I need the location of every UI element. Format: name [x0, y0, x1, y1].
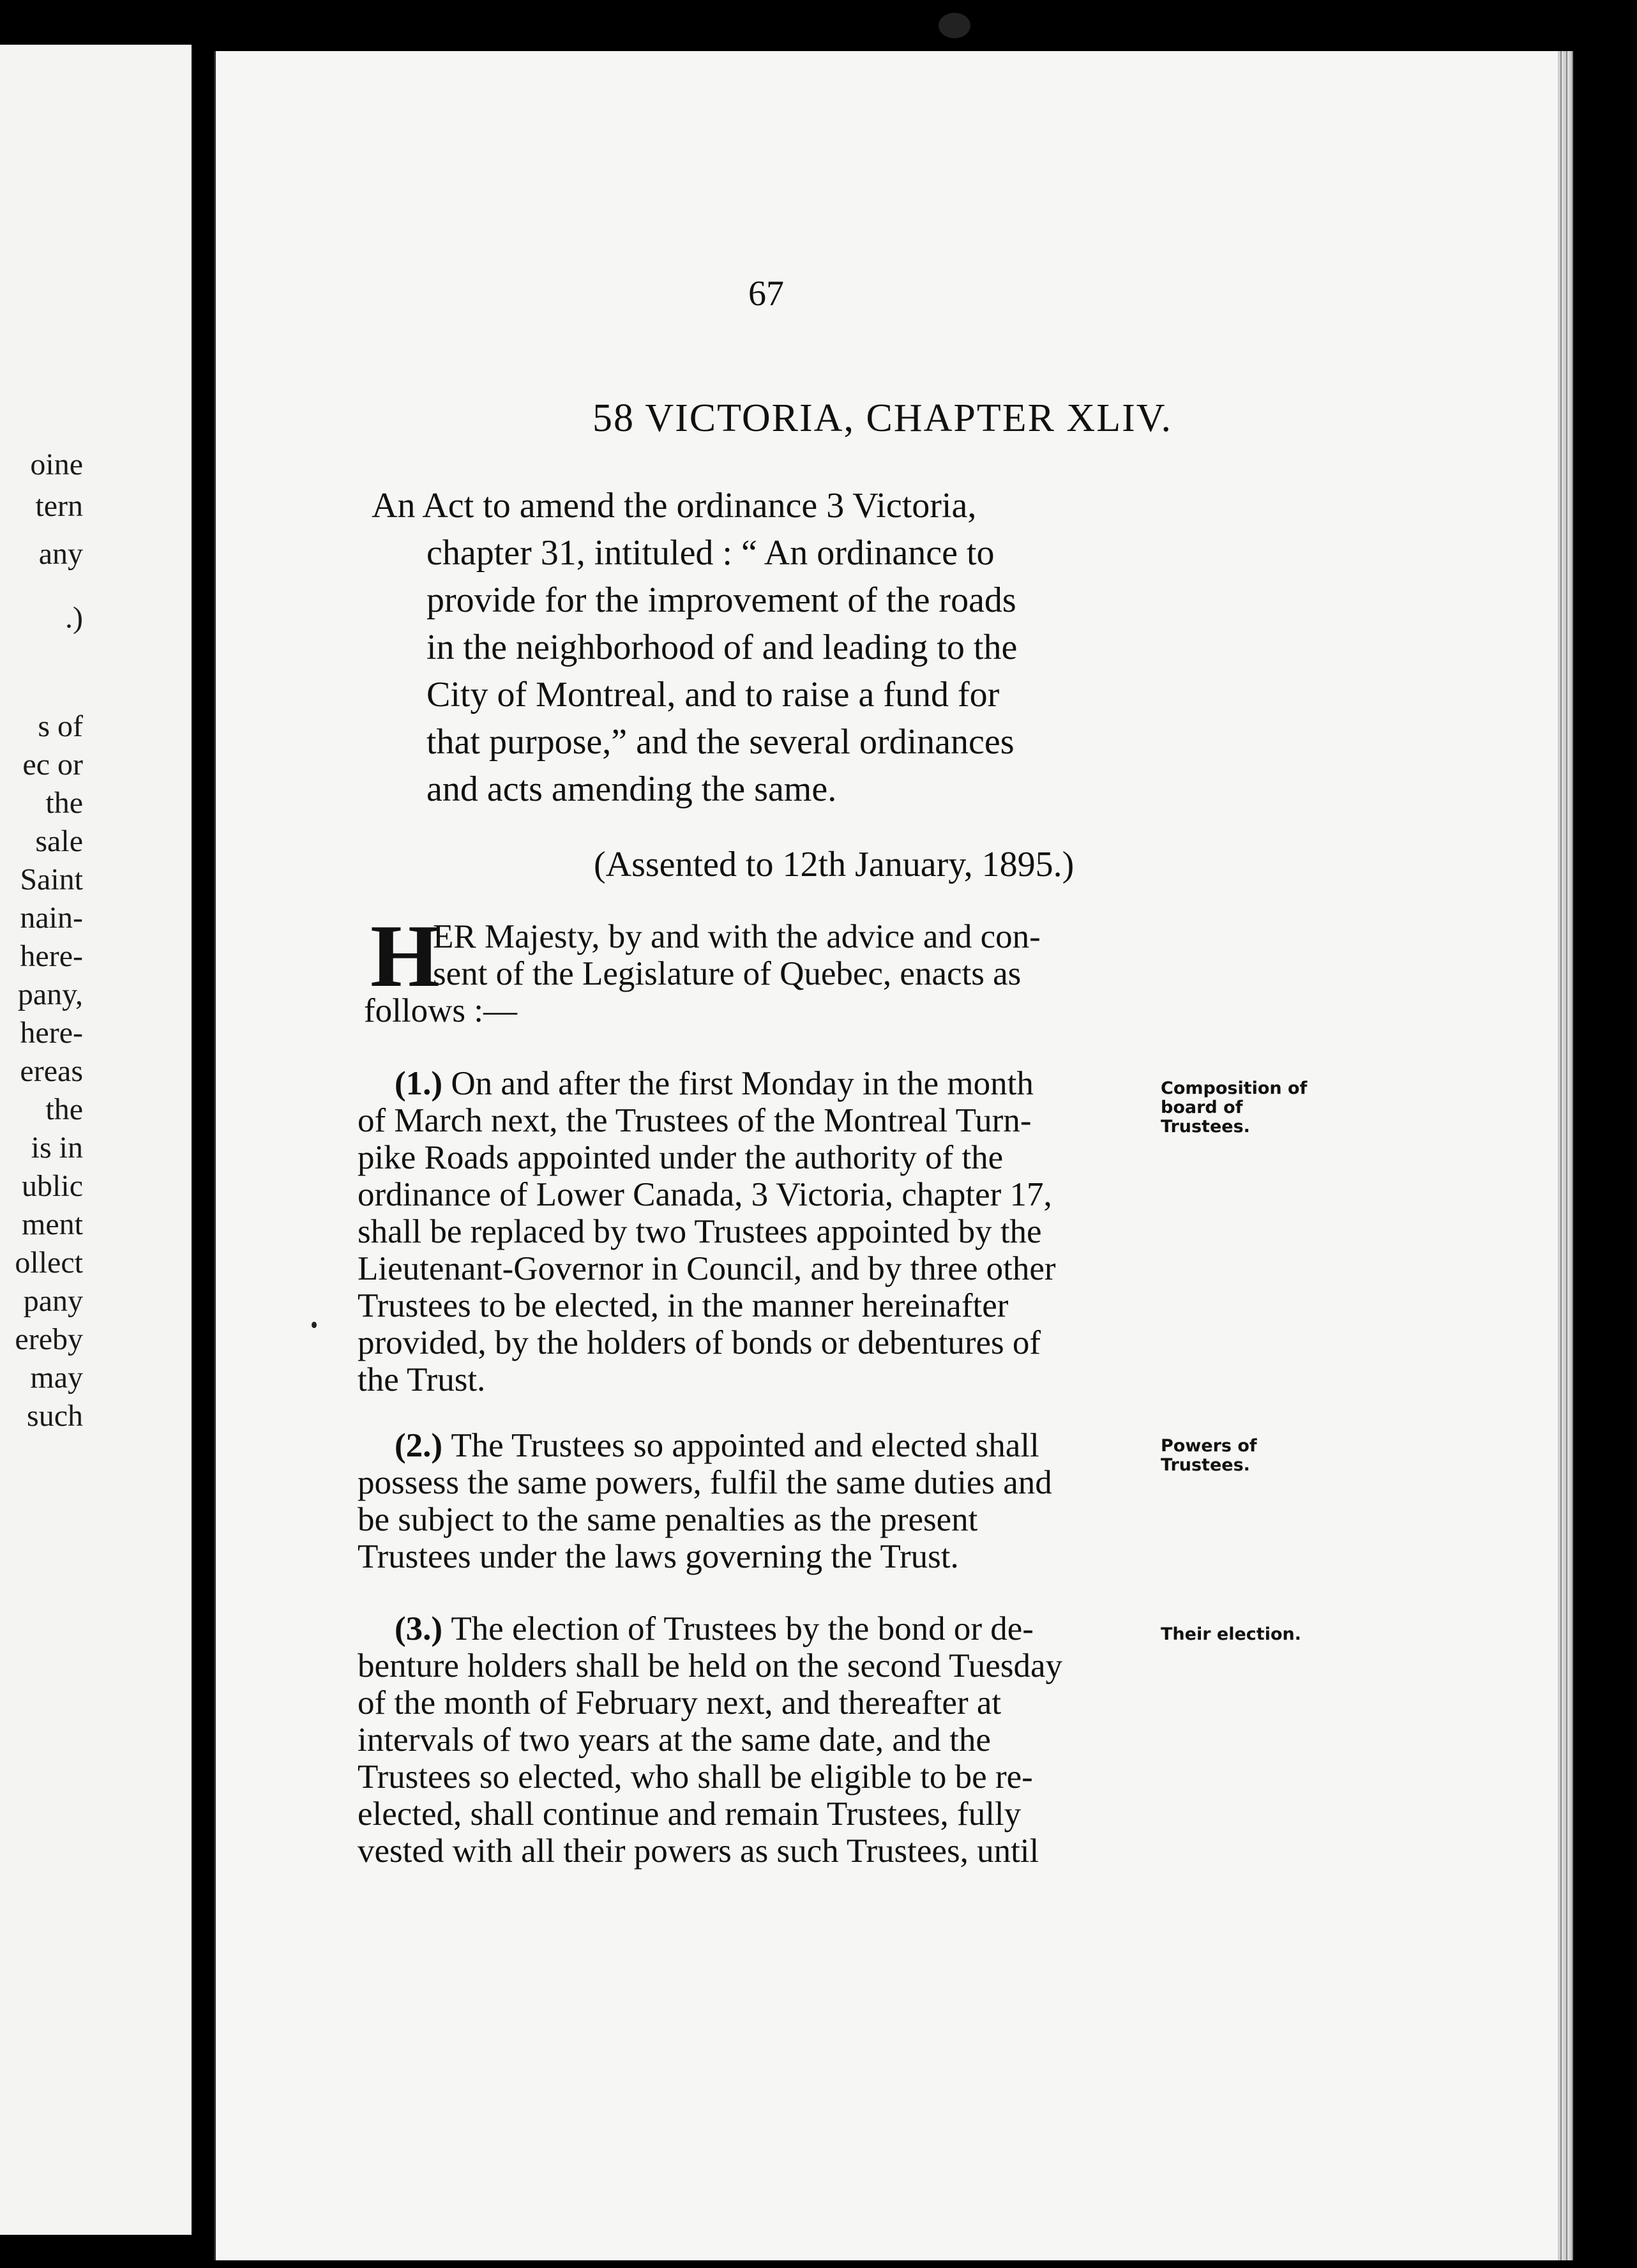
section-line: benture holders shall be held on the second Tuesday	[358, 1647, 1062, 1684]
section-line: Lieutenant-Governor in Council, and by three other	[358, 1250, 1056, 1287]
assent-date: (Assented to 12th January, 1895.)	[594, 845, 1075, 884]
facing-page-text	[0, 45, 192, 2235]
facing-page-fragment-line: s of	[38, 709, 83, 743]
facing-page-fragment-line: nain-	[20, 901, 83, 935]
facing-page-fragment-line: here-	[20, 939, 83, 973]
facing-page-fragment	[0, 45, 192, 2235]
page-edge	[1558, 51, 1573, 2260]
facing-page-fragment-line: here-	[20, 1016, 83, 1050]
margin-note: Their election.	[1161, 1624, 1301, 1644]
section-line: Trustees to be elected, in the manner hereinafter	[358, 1287, 1009, 1324]
smudge	[939, 13, 970, 38]
facing-page-fragment-line: .)	[65, 601, 83, 635]
section-line: be subject to the same penalties as the present	[358, 1501, 978, 1538]
section-line: Trustees under the laws governing the Trust.	[358, 1538, 959, 1575]
preamble-line: sent of the Legislature of Quebec, enacts as	[433, 955, 1022, 992]
margin-note: Trustees.	[1161, 1455, 1250, 1475]
chapter-title	[0, 396, 1637, 441]
section-line: of March next, the Trustees of the Montreal Turn-	[358, 1102, 1032, 1139]
section-line: ordinance of Lower Canada, 3 Victoria, chapter 17,	[358, 1176, 1052, 1213]
drop-cap: H	[370, 907, 440, 1006]
facing-page-fragment-line: pany,	[17, 978, 83, 1011]
section-line: shall be replaced by two Trustees appointed by the	[358, 1213, 1042, 1250]
facing-page-fragment-line: tern	[35, 489, 83, 523]
act-title-line: that purpose,” and the several ordinances	[426, 722, 1015, 762]
margin-note: Powers of	[1161, 1436, 1257, 1456]
facing-page-fragment-line: ollect	[15, 1246, 83, 1280]
margin-note: board of	[1161, 1098, 1243, 1117]
section-line	[395, 1427, 1039, 1464]
preamble-line: follows :—	[364, 992, 517, 1029]
section-line: possess the same powers, fulfil the same duties and	[358, 1464, 1052, 1501]
facing-page-fragment-line: the	[45, 786, 83, 820]
section-line: provided, by the holders of bonds or debentures of	[358, 1324, 1041, 1361]
section-line: pike Roads appointed under the authority of the	[358, 1139, 1004, 1176]
act-title-line: and acts amending the same.	[426, 769, 837, 809]
section-line	[395, 1610, 1034, 1647]
section-text: The Trustees so appointed and elected shall	[451, 1427, 1039, 1464]
facing-page-fragment-line: ublic	[22, 1169, 83, 1203]
section-line: Trustees so elected, who shall be eligible to be re-	[358, 1758, 1033, 1796]
section-line	[395, 1065, 1034, 1102]
section-text: On and after the first Monday in the month	[451, 1065, 1034, 1102]
section-text: The election of Trustees by the bond or de-	[451, 1610, 1034, 1647]
facing-page-fragment-line: Saint	[20, 863, 83, 896]
chapter-title-text: 58 VICTORIA, CHAPTER XLIV.	[592, 397, 1172, 440]
section-line: the Trust.	[358, 1361, 486, 1398]
section-line: vested with all their powers as such Trustees, until	[358, 1833, 1039, 1870]
section-number: (2.)	[395, 1427, 451, 1464]
facing-page-fragment-line: ereby	[15, 1322, 83, 1356]
facing-page-fragment-line: any	[38, 537, 83, 571]
act-title-line: An Act to amend the ordinance 3 Victoria,	[372, 486, 977, 525]
section-number: (1.)	[395, 1065, 451, 1102]
facing-page-fragment-line: such	[27, 1399, 83, 1433]
page-number: 67	[748, 274, 784, 314]
facing-page-fragment-line: ment	[22, 1207, 83, 1241]
facing-page-fragment-line: ereas	[20, 1054, 83, 1088]
act-title-line: provide for the improvement of the roads	[426, 580, 1016, 620]
facing-page-fragment-line: ec or	[22, 748, 83, 782]
section-line: of the month of February next, and thereafter at	[358, 1684, 1002, 1721]
facing-page-fragment-line: pany	[23, 1284, 83, 1318]
preamble-line: ER Majesty, by and with the advice and con-	[433, 918, 1041, 955]
speck	[312, 1322, 317, 1328]
section-line: elected, shall continue and remain Trustees, fully	[358, 1796, 1022, 1833]
facing-page-fragment-line: the	[45, 1092, 83, 1126]
margin-note: Trustees.	[1161, 1117, 1250, 1137]
act-title-line: chapter 31, intituled : “ An ordinance to	[426, 533, 995, 573]
facing-page-fragment-line: may	[30, 1361, 83, 1395]
facing-page-fragment-line: oine	[30, 448, 83, 481]
facing-page-fragment-line: is in	[31, 1131, 83, 1165]
section-line: intervals of two years at the same date, and the	[358, 1721, 991, 1758]
section-number: (3.)	[395, 1610, 451, 1647]
act-title-line: City of Montreal, and to raise a fund for	[426, 675, 1000, 714]
margin-note: Composition of	[1161, 1078, 1308, 1098]
act-title-line: in the neighborhood of and leading to the	[426, 628, 1018, 667]
facing-page-fragment-line: sale	[35, 824, 83, 858]
